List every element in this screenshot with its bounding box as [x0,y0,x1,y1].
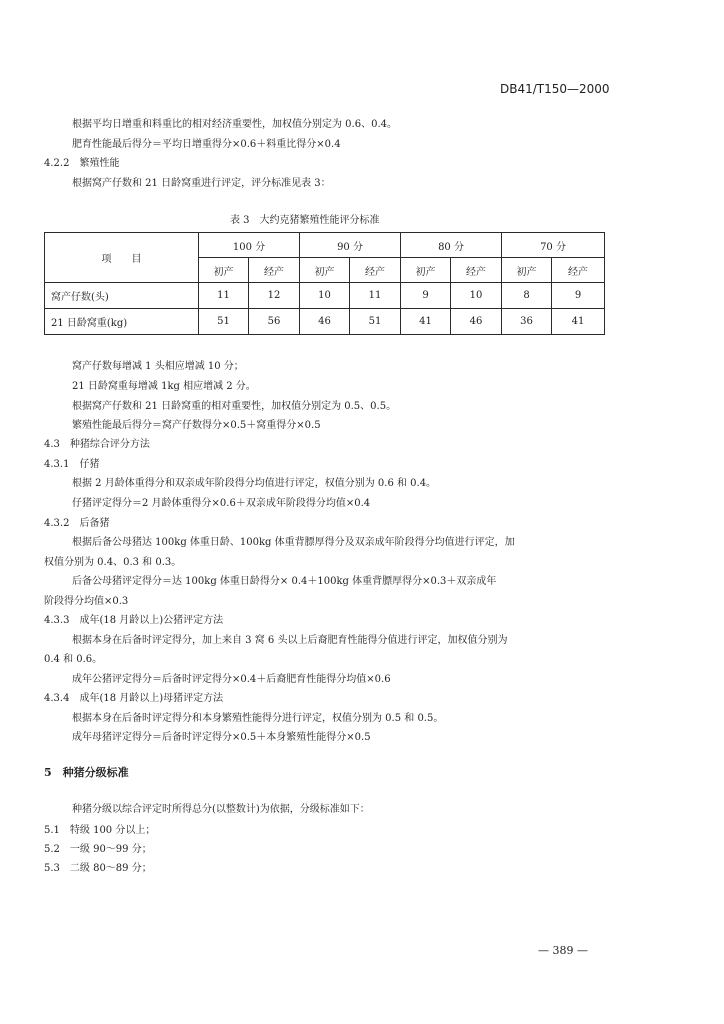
paragraph-line: 根据窝产仔数和 21 日龄窝重进行评定，评分标准见表 3： [72,178,331,189]
paragraph-line: 0.4 和 0.6。 [44,654,103,665]
table-cell: 56 [249,309,300,335]
section-heading: 4.3.1 仔猪 [44,459,100,470]
table-cell: 51 [350,309,401,335]
paragraph-line: 后备公母猪评定得分＝达 100kg 体重日龄得分× 0.4＋100kg 体重背膘厚得分×0.3＋双亲成年 [72,576,497,587]
reproduction-score-table [44,232,605,335]
table-row [45,309,605,335]
paragraph-line: 根据 2 月龄体重得分和双亲成年阶段得分均值进行评定，权值分别为 0.6 和 0.4。 [72,478,437,489]
item-header: 项 目 [45,233,199,283]
list-item: 5.3 二级 80～89 分； [44,863,152,874]
sub-header: 初产 [502,258,552,283]
section-heading: 4.2.2 繁殖性能 [44,158,120,169]
table-cell: 41 [552,309,605,335]
sub-header: 经产 [552,258,605,283]
paragraph-line: 成年公猪评定得分＝后备时评定得分×0.4＋后裔肥育性能得分均值×0.6 [72,674,391,685]
paragraph-line: 根据本身在后备时评定得分，加上来自 3 窝 6 头以上后裔肥育性能得分值进行评定，加权值分别为 [72,635,508,646]
table-cell: 11 [350,283,401,309]
list-item: 5.2 一级 90～99 分； [44,844,152,855]
table-row [45,283,605,309]
paragraph-line: 成年母猪评定得分＝后备时评定得分×0.5＋本身繁殖性能得分×0.5 [72,732,371,743]
section-heading: 4.3 种猪综合评分方法 [44,439,150,450]
paragraph-line: 窝产仔数每增减 1 头相应增减 10 分； [72,361,244,372]
paragraph-line: 种猪分级以综合评定时所得总分(以整数计)为依据，分级标准如下： [72,804,370,815]
paragraph-line: 繁殖性能最后得分＝窝产仔数得分×0.5＋窝重得分×0.5 [72,420,321,431]
table-cell: 9 [401,283,451,309]
section-5-heading: 5 种猪分级标准 [44,766,129,779]
paragraph-line: 仔猪评定得分＝2 月龄体重得分×0.6＋双亲成年阶段得分均值×0.4 [72,498,371,509]
table-cell: 41 [401,309,451,335]
sub-header: 初产 [199,258,249,283]
score-header: 100 分 [199,233,300,258]
section-heading: 4.3.3 成年(18 月龄以上)公猪评定方法 [44,615,224,626]
table-cell: 10 [451,283,502,309]
score-header: 90 分 [300,233,401,258]
table-caption: 表 3 大约克猪繁殖性能评分标准 [230,215,380,226]
standard-code: DB41/T150—2000 [500,82,610,96]
paragraph-line: 根据本身在后备时评定得分和本身繁殖性能得分进行评定，权值分别为 0.5 和 0.5。 [72,713,444,724]
page-number: — 389 — [538,944,588,957]
table-cell: 8 [502,283,552,309]
table-cell: 46 [300,309,350,335]
table-cell: 51 [199,309,249,335]
table-cell: 10 [300,283,350,309]
sub-header: 初产 [300,258,350,283]
paragraph-line: 阶段得分均值×0.3 [44,596,129,607]
section-heading: 4.3.4 成年(18 月龄以上)母猪评定方法 [44,693,224,704]
paragraph-line: 权值分别为 0.4、0.3 和 0.3。 [44,557,182,568]
row-label: 21 日龄窝重(kg) [45,309,199,335]
sub-header: 经产 [451,258,502,283]
score-header: 70 分 [502,233,605,258]
table-cell: 11 [199,283,249,309]
table-cell: 36 [502,309,552,335]
table-cell: 46 [451,309,502,335]
sub-header: 初产 [401,258,451,283]
table-cell: 12 [249,283,300,309]
paragraph-line: 肥育性能最后得分＝平均日增重得分×0.6＋料重比得分×0.4 [72,139,341,150]
paragraph-line: 根据平均日增重和料重比的相对经济重要性，加权值分别定为 0.6、0.4。 [72,119,397,130]
paragraph-line: 根据窝产仔数和 21 日龄窝重的相对重要性，加权值分别定为 0.5、0.5。 [72,401,397,412]
paragraph-line: 21 日龄窝重每增减 1kg 相应增减 2 分。 [72,381,256,392]
table-cell: 9 [552,283,605,309]
row-label: 窝产仔数(头) [45,283,199,309]
paragraph-line: 根据后备公母猪达 100kg 体重日龄、100kg 体重背膘厚得分及双亲成年阶段得分均值进行评定，加 [72,537,515,548]
score-header: 80 分 [401,233,502,258]
sub-header: 经产 [350,258,401,283]
table-header-row [45,233,605,258]
list-item: 5.1 特级 100 分以上； [44,825,156,836]
sub-header: 经产 [249,258,300,283]
section-heading: 4.3.2 后备猪 [44,518,110,529]
